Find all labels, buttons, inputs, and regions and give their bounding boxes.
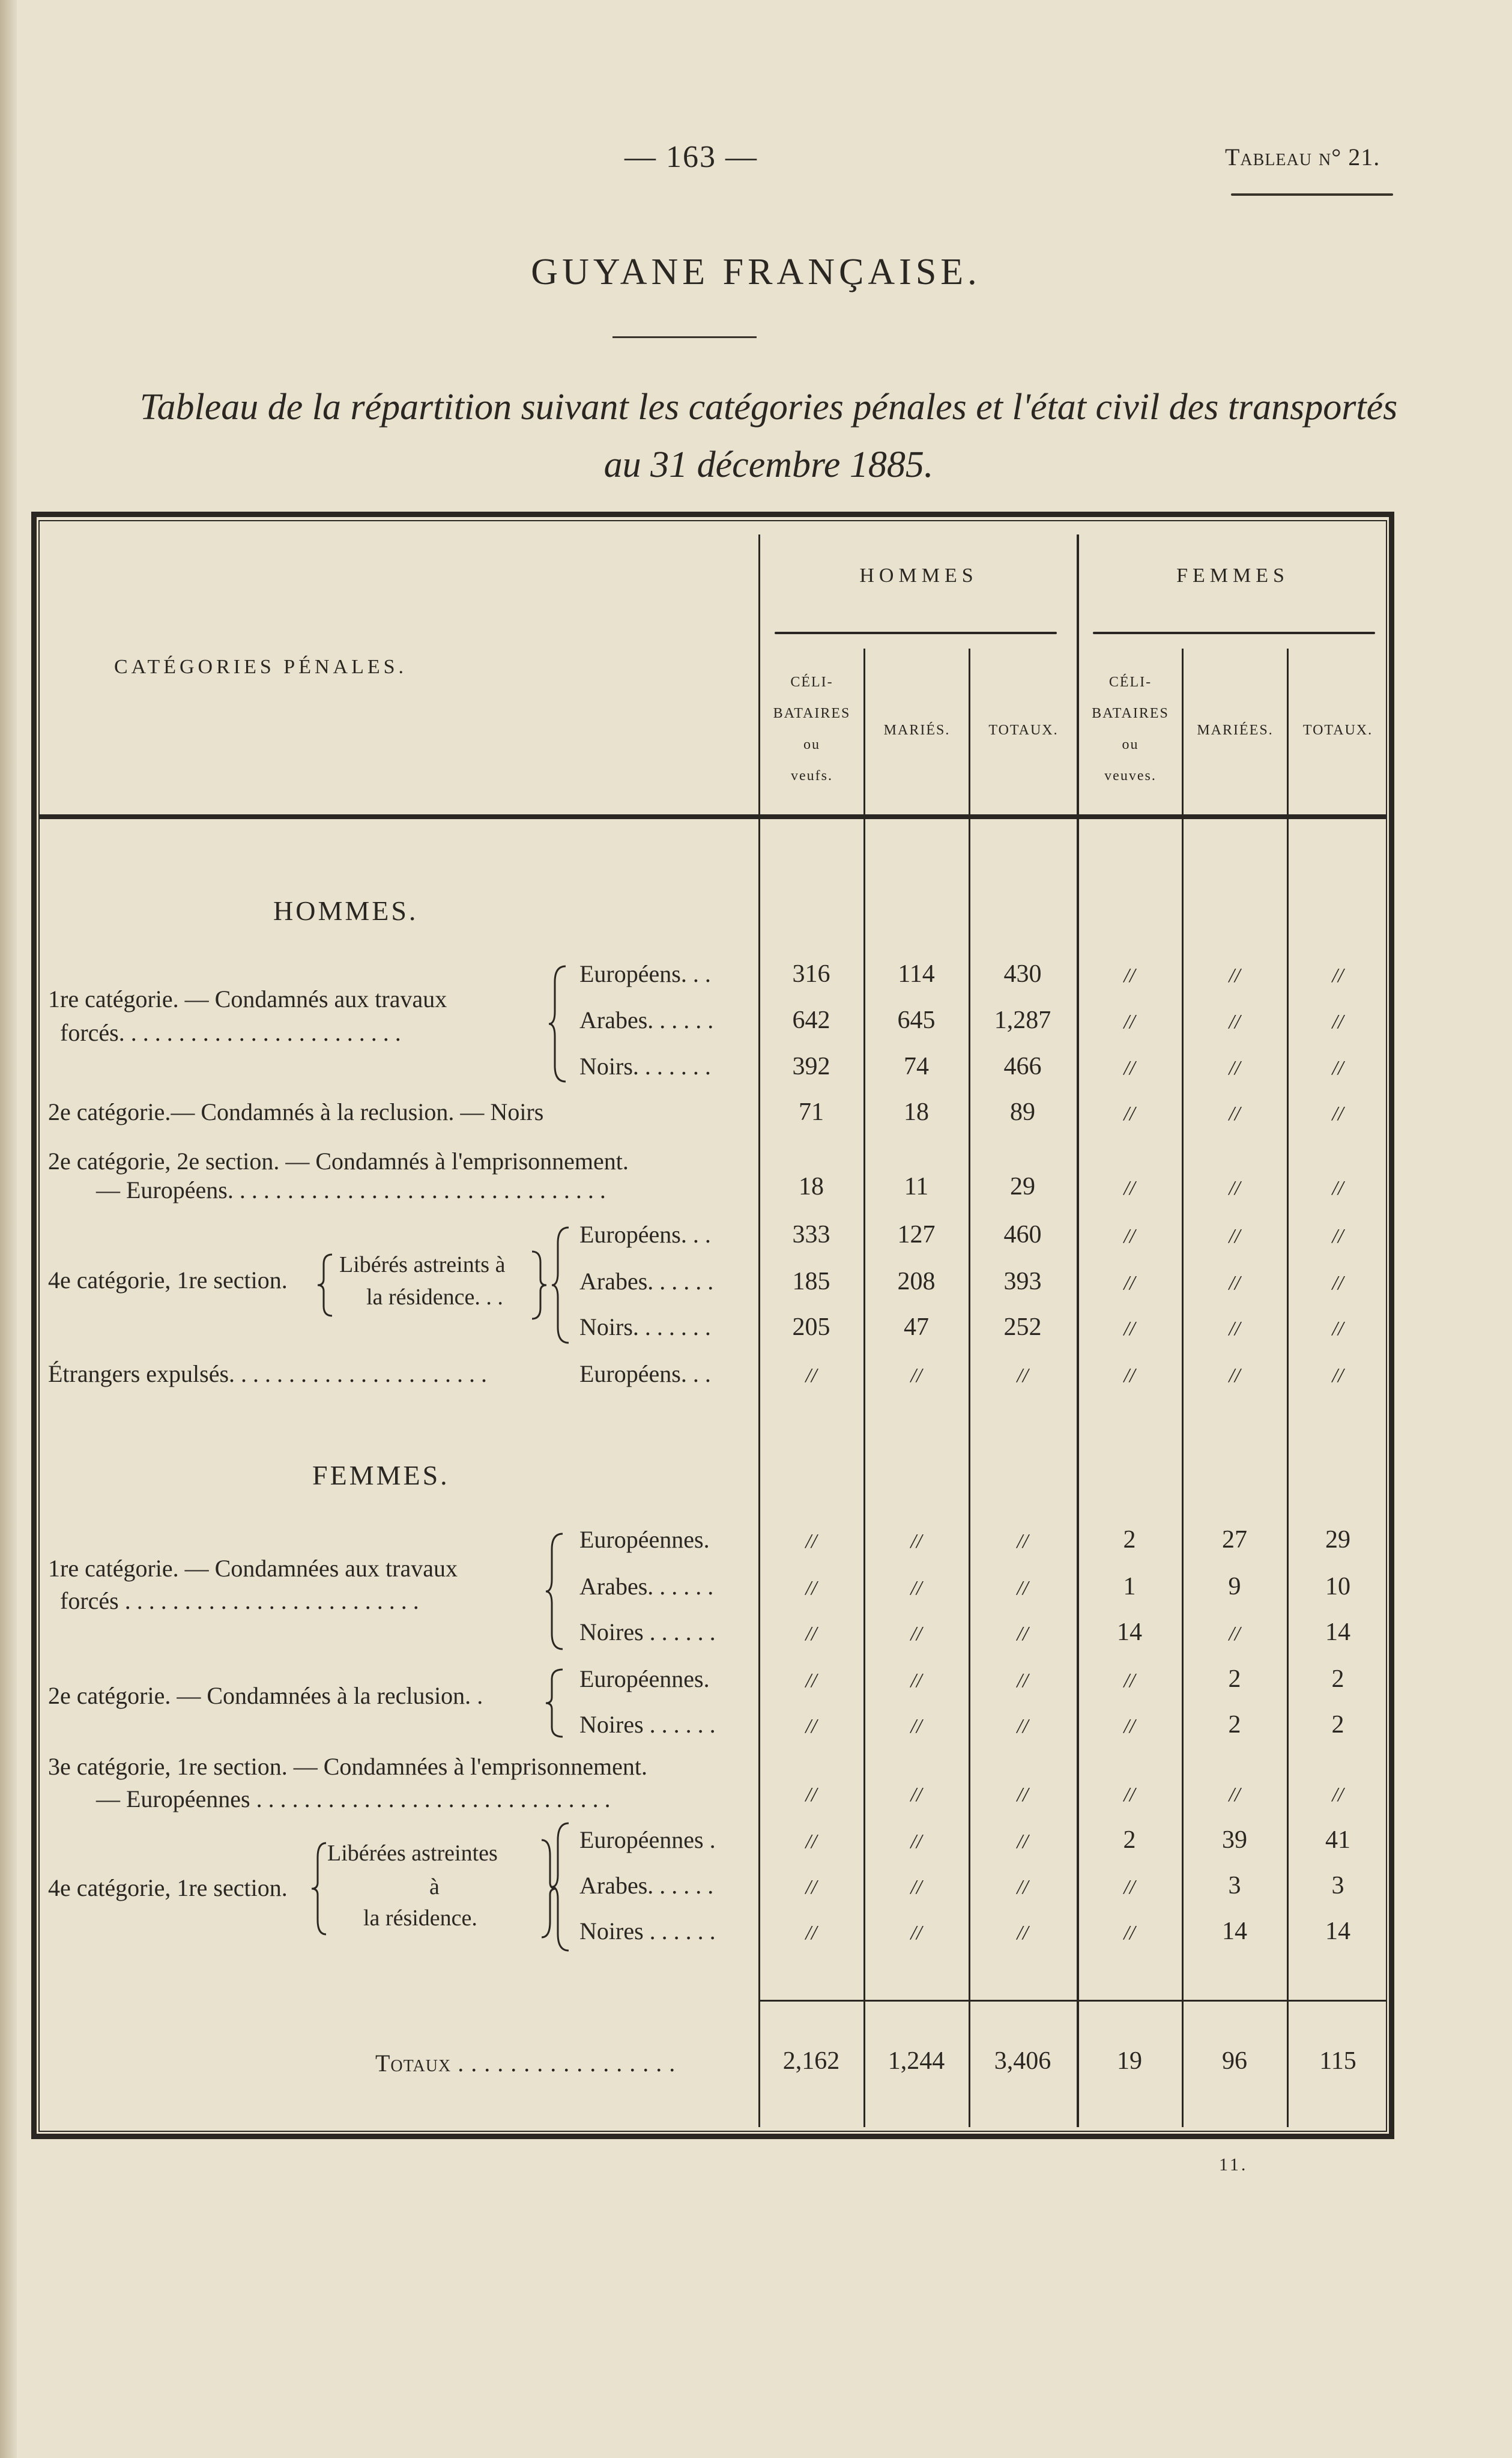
table-cell: // [1123, 1364, 1136, 1387]
row-label: — Européennes . . . . . . . . . . . . . . . . . . . . . . . . . . . . . . [96, 1785, 611, 1812]
table-cell: // [1123, 1103, 1136, 1125]
table-cell: 205 [792, 1313, 830, 1341]
table-cell: // [1017, 1530, 1029, 1552]
table-cell: // [910, 1830, 922, 1853]
row-sublabel: Noirs. . . . . . . [579, 1053, 711, 1080]
row-label-text: — Européennes [96, 1785, 250, 1812]
row-label: 1re catégorie. — Condamnées aux travaux [48, 1555, 458, 1582]
table-cell: // [1229, 1177, 1241, 1199]
table-cell: // [805, 1364, 817, 1387]
row-label-text: 2e catégorie. — Condamnées à la reclusion. [48, 1682, 471, 1709]
table-cell: // [1123, 1715, 1136, 1737]
row-sublabel: Européens. . . [579, 960, 711, 987]
table-cell: // [1332, 964, 1344, 987]
table-cell: // [1332, 1177, 1344, 1199]
table-cell: // [1017, 1623, 1029, 1645]
brace-femmes-cat4-outer [309, 1841, 330, 1937]
table-cell: // [1017, 1784, 1029, 1806]
table-cell: // [1123, 1177, 1136, 1199]
table-cell: 127 [897, 1221, 936, 1249]
totals-cell: 96 [1222, 2047, 1247, 2075]
table-cell: // [910, 1364, 922, 1387]
row-label: Libérées astreintes [327, 1841, 498, 1866]
table-cell: 74 [904, 1053, 929, 1080]
page-number: — 163 — [624, 140, 758, 174]
table-cell: // [1123, 1272, 1136, 1294]
col-header-hommes-totaux: TOTAUX. [988, 722, 1059, 738]
row-label: 2e catégorie. — Condamnées à la reclusion. . [48, 1682, 483, 1709]
table-cell: // [1123, 1784, 1136, 1806]
table-cell: 1 [1123, 1573, 1136, 1600]
row-label: forcés . . . . . . . . . . . . . . . . . . . . . . . . . [60, 1587, 419, 1614]
brace-hommes-cat4-mid [528, 1249, 549, 1321]
table-cell: 460 [1003, 1221, 1042, 1249]
row-sublabel: Européennes. [579, 1526, 710, 1553]
table-cell: 645 [897, 1007, 936, 1034]
table-cell: // [1123, 1922, 1136, 1944]
table-cell: // [805, 1784, 817, 1806]
col-rule [1182, 649, 1184, 2127]
header-bottom-rule [38, 814, 1387, 819]
row-sublabel: Noires . . . . . . [579, 1618, 716, 1645]
table-cell: // [1332, 1364, 1344, 1387]
table-cell: // [1017, 1830, 1029, 1853]
table-cell: // [805, 1577, 817, 1599]
brace-femmes-cat1 [543, 1531, 567, 1651]
col-header-hommes-maries: MARIÉS. [883, 722, 951, 738]
brace-hommes-cat4-outer [315, 1252, 336, 1318]
table-cell: // [1332, 1318, 1344, 1340]
table-cell: // [1332, 1784, 1344, 1806]
table-cell: // [1229, 1623, 1241, 1645]
table-cell: 185 [792, 1268, 830, 1295]
row-label: la résidence. [363, 1906, 477, 1931]
table-cell: // [805, 1669, 817, 1692]
col-rule [863, 649, 865, 2127]
table-cell: 114 [898, 960, 935, 988]
col-header-line: ou [803, 737, 820, 752]
table-cell: // [1017, 1669, 1029, 1692]
table-cell: // [1123, 964, 1136, 987]
col-header-line: veuves. [1104, 768, 1157, 784]
col-rule [1287, 649, 1289, 2127]
table-cell: 2 [1228, 1711, 1241, 1739]
table-cell: // [1229, 1103, 1241, 1125]
table-cell: 18 [799, 1173, 824, 1200]
row-label: Étrangers expulsés. . . . . . . . . . . . . . . . . . . . . . [48, 1360, 488, 1387]
page-title: GUYANE FRANÇAISE. [531, 252, 981, 292]
row-sublabel: Arabes. . . . . . [579, 1007, 714, 1034]
totals-cell: 19 [1117, 2047, 1142, 2075]
categories-header: CATÉGORIES PÉNALES. [114, 656, 408, 678]
table-cell: // [1229, 1784, 1241, 1806]
table-cell: // [910, 1530, 922, 1552]
col-header-line: ou [1122, 737, 1139, 752]
table-cell: 392 [792, 1053, 830, 1080]
page-binding-edge [0, 0, 17, 2458]
row-label-text: forcés [60, 1019, 119, 1046]
table-cell: // [910, 1715, 922, 1737]
table-cell: 29 [1010, 1173, 1035, 1200]
row-label-text: Étrangers expulsés [48, 1360, 229, 1387]
table-cell: // [910, 1876, 922, 1898]
table-cell: 393 [1003, 1268, 1042, 1295]
totals-cell: 2,162 [782, 2047, 840, 2075]
table-cell: // [1229, 1272, 1241, 1294]
table-cell: // [910, 1922, 922, 1944]
totals-label-text: Totaux [375, 2050, 452, 2077]
row-label: à [429, 1874, 440, 1900]
table-cell: 2 [1123, 1526, 1136, 1554]
col-header-line: veufs. [791, 768, 833, 784]
table-cell: // [1017, 1364, 1029, 1387]
table-caption-line-2: au 31 décembre 1885. [603, 444, 934, 485]
title-rule [612, 336, 757, 338]
table-cell: 14 [1325, 1618, 1350, 1646]
row-label-text: — Européens [96, 1176, 228, 1203]
table-cell: 316 [792, 960, 830, 988]
table-cell: 2 [1331, 1665, 1344, 1693]
col-header-femmes-totaux: TOTAUX. [1302, 722, 1373, 738]
table-cell: // [1229, 1318, 1241, 1340]
row-label: — Européens. . . . . . . . . . . . . . . . . . . . . . . . . . . . . . . . [96, 1176, 606, 1203]
table-cell: 18 [904, 1098, 929, 1126]
table-cell: 27 [1222, 1526, 1247, 1554]
table-cell: // [1017, 1577, 1029, 1599]
table-cell: // [1332, 1103, 1344, 1125]
table-cell: 3 [1228, 1872, 1241, 1900]
row-label-text: forcés [60, 1587, 119, 1614]
col-header-line: CÉLI- [1108, 674, 1152, 690]
table-cell: // [910, 1669, 922, 1692]
table-cell: // [1229, 1057, 1241, 1079]
signature-mark: 11. [1219, 2155, 1248, 2175]
totals-cell: 3,406 [994, 2047, 1051, 2075]
row-label: 3e catégorie, 1re section. — Condamnées à l'emprisonnement. [48, 1753, 647, 1780]
table-cell: // [910, 1577, 922, 1599]
row-label: forcés. . . . . . . . . . . . . . . . . . . . . . . . [60, 1019, 401, 1046]
table-cell: 642 [792, 1007, 830, 1034]
section-heading-femmes: FEMMES. [312, 1460, 450, 1491]
totals-rule [760, 2000, 1387, 2002]
table-cell: // [910, 1784, 922, 1806]
table-cell: // [1229, 1364, 1241, 1387]
table-cell: // [910, 1623, 922, 1645]
table-cell: 466 [1003, 1053, 1042, 1080]
row-sublabel: Noires . . . . . . [579, 1711, 716, 1738]
totals-label: Totaux . . . . . . . . . . . . . . . . . [375, 2050, 676, 2077]
row-label: 4e catégorie, 1re section. [48, 1267, 288, 1294]
group-header-hommes: HOMMES [859, 565, 978, 587]
row-label: 1re catégorie. — Condamnés aux travaux [48, 985, 447, 1013]
table-cell: // [1229, 1225, 1241, 1247]
header-ornament-rule [1231, 193, 1393, 196]
table-cell: // [805, 1715, 817, 1737]
group-header-femmes: FEMMES [1176, 565, 1289, 587]
row-sublabel: Européennes . [579, 1826, 716, 1853]
table-reference: Tableau n° 21. [1225, 144, 1380, 171]
femmes-brace-rule [1093, 632, 1375, 634]
table-cell: 333 [792, 1221, 830, 1249]
table-cell: 39 [1222, 1826, 1247, 1854]
table-cell: 1,287 [994, 1007, 1051, 1034]
table-cell: // [805, 1922, 817, 1944]
row-label-text: la résidence [366, 1285, 475, 1310]
table-caption [48, 378, 1489, 494]
table-cell: // [805, 1623, 817, 1645]
totals-cell: 1,244 [888, 2047, 945, 2075]
section-heading-hommes: HOMMES. [273, 895, 419, 926]
table-cell: 208 [897, 1268, 936, 1295]
col-header-hommes-celibataires [760, 667, 863, 792]
brace-hommes-cat1 [546, 964, 570, 1084]
table-cell: // [1017, 1715, 1029, 1737]
brace-femmes-cat4-right [549, 1821, 573, 1953]
table-cell: // [1332, 1011, 1344, 1033]
table-cell: // [1123, 1011, 1136, 1033]
table-cell: 2 [1123, 1826, 1136, 1854]
row-sublabel: Arabes. . . . . . [579, 1268, 714, 1295]
table-cell: 89 [1010, 1098, 1035, 1126]
table-cell: 10 [1325, 1573, 1350, 1600]
row-sublabel: Arabes. . . . . . [579, 1573, 714, 1600]
table-cell: 430 [1003, 960, 1042, 988]
totals-cell: 115 [1319, 2047, 1356, 2075]
table-cell: // [1017, 1922, 1029, 1944]
brace-femmes-cat2 [543, 1667, 567, 1739]
table-caption-line-1: Tableau de la répartition suivant les catégories pénales et l'état civil des transportés [139, 387, 1398, 428]
table-cell: // [1123, 1669, 1136, 1692]
table-cell: 29 [1325, 1526, 1350, 1554]
row-sublabel: Noirs. . . . . . . [579, 1313, 711, 1340]
table-cell: 2 [1331, 1711, 1344, 1739]
table-cell: 14 [1325, 1918, 1350, 1945]
table-cell: 47 [904, 1313, 929, 1341]
col-header-femmes-mariees: MARIÉES. [1197, 722, 1274, 738]
row-label: 2e catégorie.— Condamnés à la reclusion. — Noirs [48, 1098, 544, 1125]
hommes-brace-rule [775, 632, 1057, 634]
table-cell: // [1229, 1011, 1241, 1033]
row-sublabel: Européens. . . [579, 1221, 711, 1248]
table-cell: // [805, 1530, 817, 1552]
table-cell: // [805, 1830, 817, 1853]
col-header-line: BATAIRES [1092, 706, 1169, 721]
table-cell: 14 [1117, 1618, 1142, 1646]
table-cell: // [1123, 1225, 1136, 1247]
row-sublabel: Arabes. . . . . . [579, 1872, 714, 1899]
brace-hommes-cat4-right [549, 1225, 573, 1345]
row-label: Libérés astreints à [339, 1252, 506, 1277]
col-header-femmes-celibataires [1079, 667, 1182, 792]
row-sublabel: Européens. . . [579, 1360, 711, 1387]
table-cell: // [1123, 1057, 1136, 1079]
table-cell: 71 [799, 1098, 824, 1126]
row-sublabel: Noires . . . . . . [579, 1918, 716, 1945]
table-cell: // [1017, 1876, 1029, 1898]
table-cell: // [1332, 1272, 1344, 1294]
col-header-line: CÉLI- [790, 674, 833, 690]
col-rule [969, 649, 970, 2127]
table-cell: 14 [1222, 1918, 1247, 1945]
row-sublabel: Européennes. [579, 1665, 710, 1692]
table-cell: // [805, 1876, 817, 1898]
table-cell: 41 [1325, 1826, 1350, 1854]
table-cell: 9 [1228, 1573, 1241, 1600]
table-cell: // [1123, 1318, 1136, 1340]
table-cell: // [1332, 1057, 1344, 1079]
table-cell: // [1123, 1876, 1136, 1898]
table-cell: 11 [904, 1173, 929, 1200]
row-label: la résidence. . . [366, 1285, 503, 1310]
row-label: 4e catégorie, 1re section. [48, 1874, 288, 1901]
table-cell: 3 [1331, 1872, 1344, 1900]
col-header-line: BATAIRES [773, 706, 851, 721]
table-cell: // [1229, 964, 1241, 987]
row-label: 2e catégorie, 2e section. — Condamnés à l'emprisonnement. [48, 1148, 629, 1175]
table-cell: 2 [1228, 1665, 1241, 1693]
table-cell: 252 [1003, 1313, 1042, 1341]
table-cell: // [1332, 1225, 1344, 1247]
